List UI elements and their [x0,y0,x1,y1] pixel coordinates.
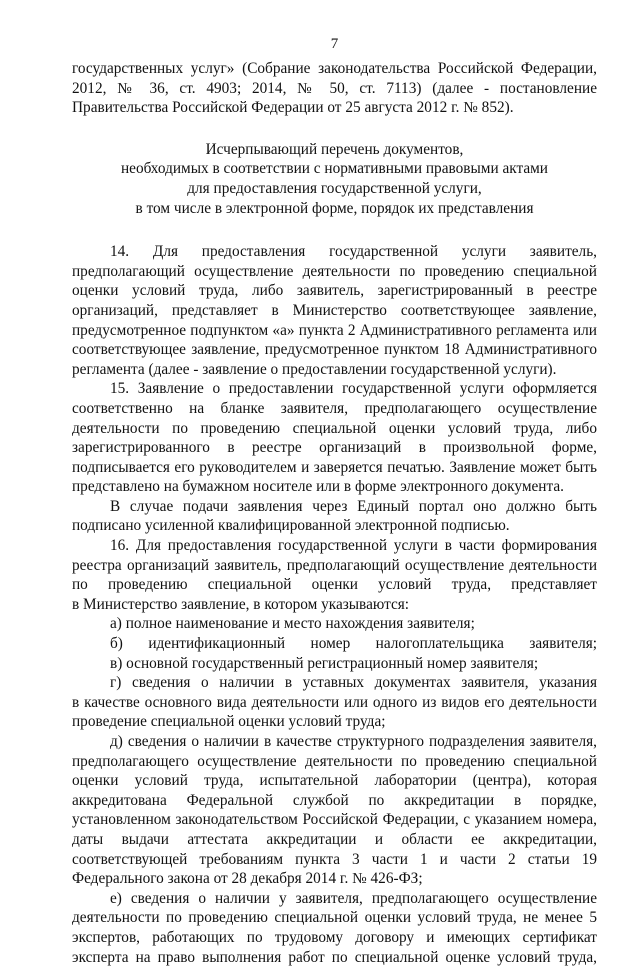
text-line: г) сведения о наличии в уставных документах заявителя, указания [110,674,597,692]
text-line: аккредитована Федеральной службой по аккредитации в порядке, [72,791,597,809]
list-item-a [72,614,597,634]
page-number: 7 [330,36,339,52]
text-line: проведение специальной оценки условий труда; [72,713,386,731]
text-line: соответственно на бланке заявителя, предполагающего осуществление [72,399,597,417]
text-line: Федерального закона от 28 декабря 2014 г. № 426-ФЗ; [72,870,423,888]
text-line: предполагающий осуществление деятельности по проведению специальной [72,262,597,280]
heading-line: для предоставления государственной услуги, [187,179,482,197]
heading-line: необходимых в соответствии с нормативными правовыми актами [120,160,548,178]
text-line: предусмотренное подпунктом «а» пункта 2 Административного регламента или [72,321,597,339]
text-line: соответствующее заявление, предусмотренное пунктом 18 Административного [72,341,597,359]
text-line: В случае подачи заявления через Единый портал оно должно быть [110,497,597,515]
text-line: а) полное наименование и место нахождения заявителя; [110,615,475,633]
text-line: регламента (далее - заявление о предоставлении государственной услуги). [72,360,557,378]
text-line: деятельности по проведению специальной оценки условий труда, либо [72,419,597,437]
text-line: даты выдачи аттестата аккредитации и области ее аккредитации, [72,830,597,848]
text-line: по проведению специальной оценки условий труда, представляет [72,576,597,594]
paragraph-15-continued [72,497,597,536]
text-line: представлено на бумажном носителе или в форме электронного документа. [72,478,564,496]
text-line: реестра организаций заявитель, предполагающий осуществление деятельности [72,556,597,574]
text-line: зарегистрированного в реестре организаций в произвольной форме, [72,439,597,457]
paragraph-14 [72,242,597,379]
paragraph-16 [72,536,597,614]
heading-line: Исчерпывающий перечень документов, [205,140,464,158]
text-line: организаций, представляет в Министерство соответствующее заявление, [72,301,597,319]
text-line: 14. Для предоставления государственной услуги заявитель, [110,243,597,261]
paragraph-15 [72,379,597,497]
text-line: соответствующей требованиям пункта 3 части 1 и части 2 статьи 19 [72,850,597,868]
text-line: предполагающего осуществление деятельности по проведению специальной [72,752,597,770]
text-line: б) идентификационный номер налогоплательщика заявителя; [110,635,597,653]
text-line: в) основной государственный регистрационный номер заявителя; [110,654,539,672]
text-line: д) сведения о наличии в качестве структурного подразделения заявителя, [110,733,597,750]
text-line: деятельности по проведению специальной оценки условий труда, не менее 5 [72,909,597,927]
list-item-v [72,654,597,674]
text-line: экспертов, работающих по трудовому договору и имеющих сертификат [72,928,597,946]
text-line: 2012, № 36, ст. 4903; 2014, № 50, ст. 7113) (далее - постановление [72,79,597,97]
text-line: подписано усиленной квалифицированной электронной подписью. [72,517,510,535]
text-line: Правительства Российской Федерации от 25 августа 2012 г. № 852). [72,99,514,117]
intro-paragraph [72,59,597,118]
heading-line: в том числе в электронной форме, порядок их представления [135,199,534,217]
text-line: в качестве основного вида деятельности или одного из видов его деятельности [72,693,597,711]
text-line: оценки условий труда, испытательной лаборатории (центра), которая [72,772,597,790]
text-line: е) сведения о наличии у заявителя, предполагающего осуществление [110,889,597,907]
text-line: в Министерство заявление, в котором указываются: [72,595,410,613]
text-line: оценки условий труда, либо заявитель, зарегистрированный в реестре [72,282,597,300]
text-line: 15. Заявление о предоставлении государственной услуги оформляется [110,380,597,398]
text-line: государственных услуг» (Собрание законодательства Российской Федерации, [72,60,597,77]
list-item-d [72,732,597,889]
list-item-b [72,634,597,654]
list-item-g [72,673,597,732]
section-heading [72,140,597,218]
text-line: подписывается его руководителем и заверяется печатью. Заявление может быть [72,458,597,476]
text-line: установленном законодательством Российской Федерации, с указанием номера, [72,811,597,829]
list-item-e [72,889,597,967]
text-line: эксперта на право выполнения работ по специальной оценке условий труда, [72,948,597,966]
text-line: 16. Для предоставления государственной услуги в части формирования [110,537,597,555]
